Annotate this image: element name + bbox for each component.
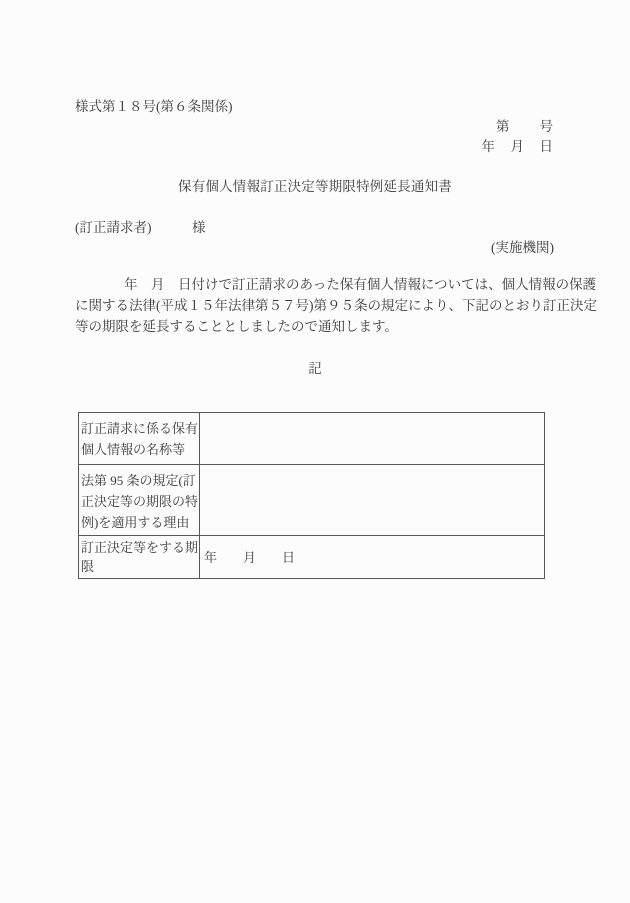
row-label-personal-info-name: 訂正請求に係る保有個人情報の名称等: [79, 413, 200, 465]
row-value-personal-info-name: [200, 413, 545, 465]
row-label-article95-reason: 法第 95 条の規定(訂正決定等の期限の特例)を適用する理由: [79, 465, 200, 536]
table-row-personal-info-name: [79, 413, 545, 465]
issuing-agency-line: (実施機関): [491, 240, 554, 255]
ki-section-marker: 記: [308, 361, 322, 376]
table-row-decision-deadline: [79, 536, 545, 579]
deadline-extension-table: [78, 412, 545, 579]
row-value-article95-reason: [200, 465, 545, 536]
body-line: に関する法律(平成１５年法律第５７号)第９５条の規定により、下記のとおり訂正決定: [75, 298, 597, 313]
notice-body-paragraph: [75, 274, 597, 337]
table-row-article95-reason: [79, 465, 545, 536]
issue-date-line: 年 月 日: [481, 139, 554, 154]
body-line: 年 月 日付けで訂正請求のあった保有個人情報については、個人情報の保護: [124, 277, 597, 292]
page-title: 保有個人情報訂正決定等期限特例延長通知書: [178, 179, 452, 194]
form-style-number: 様式第１８号(第６条関係): [75, 99, 233, 114]
document-number-line: 第 号: [496, 119, 554, 134]
body-line: 等の期限を延長することとしましたので通知します。: [75, 319, 398, 334]
row-value-decision-deadline: 年 月 日: [200, 536, 545, 579]
row-label-decision-deadline: 訂正決定等をする期限: [79, 536, 200, 579]
addressee-line: (訂正請求者) 様: [75, 220, 206, 235]
